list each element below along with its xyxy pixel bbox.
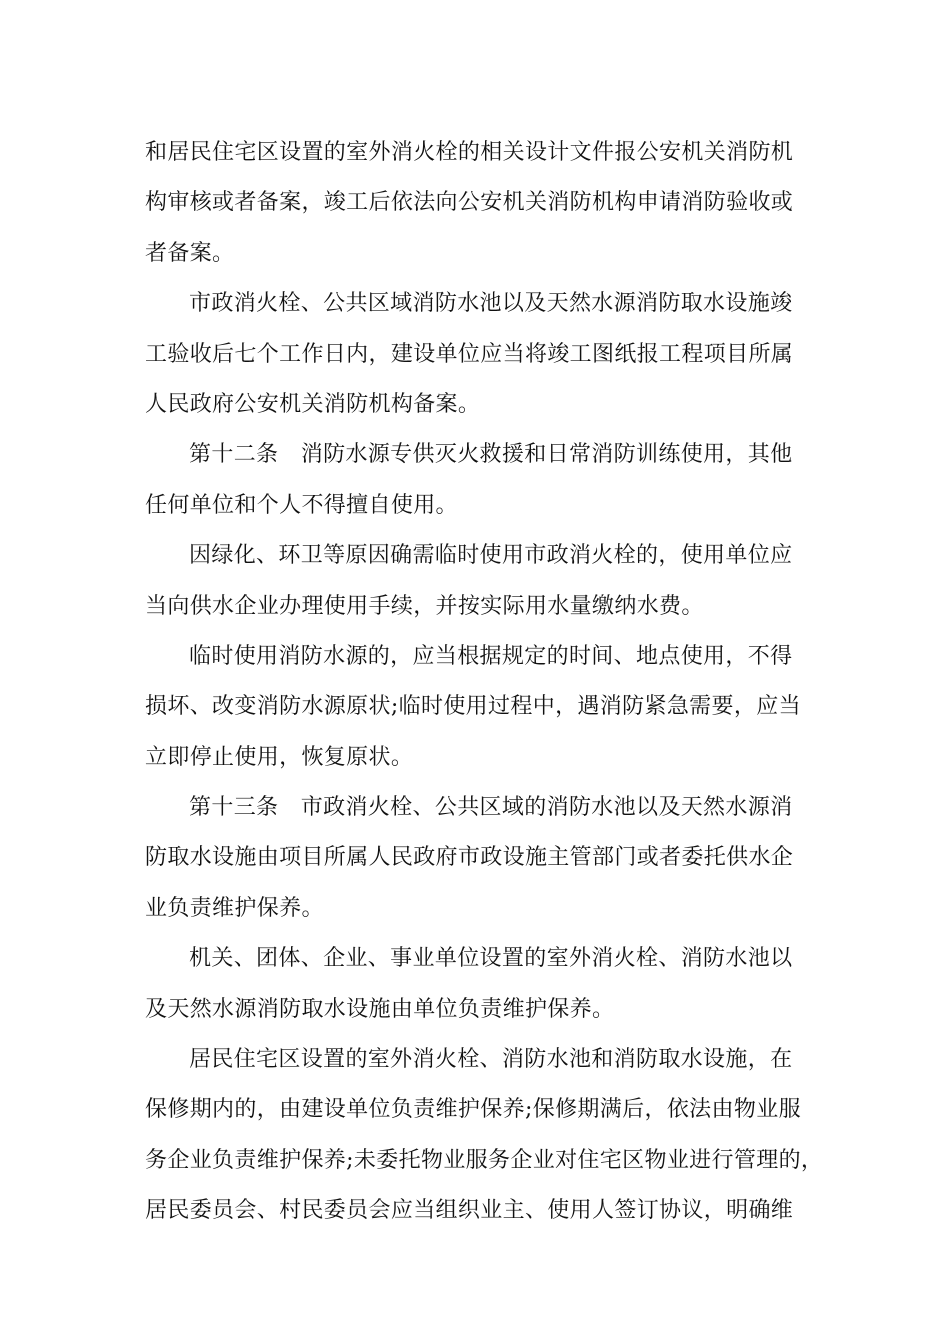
text-line: 当向供水企业办理使用手续，并按实际用水量缴纳水费。	[145, 593, 704, 619]
text-line: 立即停止使用，恢复原状。	[145, 744, 414, 770]
paragraph-first-line: 临时使用消防水源的，应当根据规定的时间、地点使用，不得	[189, 643, 793, 669]
text-line: 工验收后七个工作日内，建设单位应当将竣工图纸报工程项目所属	[145, 341, 794, 367]
article-12-heading-line: 第十二条 消防水源专供灭火救援和日常消防训练使用，其他	[189, 442, 793, 468]
text-line: 居民委员会、村民委员会应当组织业主、使用人签订协议，明确维	[145, 1198, 794, 1224]
text-line: 人民政府公安机关消防机构备案。	[145, 391, 481, 417]
text-line: 损坏、改变消防水源原状;临时使用过程中，遇消防紧急需要，应当	[145, 694, 801, 720]
text-line: 任何单位和个人不得擅自使用。	[145, 492, 458, 518]
paragraph-first-line: 市政消火栓、公共区域消防水池以及天然水源消防取水设施竣	[189, 291, 793, 317]
paragraph-first-line: 机关、团体、企业、事业单位设置的室外消火栓、消防水池以	[189, 946, 793, 972]
text-line: 防取水设施由项目所属人民政府市政设施主管部门或者委托供水企	[145, 845, 794, 871]
text-line: 和居民住宅区设置的室外消火栓的相关设计文件报公安机关消防机	[145, 140, 794, 165]
text-line: 者备案。	[145, 240, 235, 266]
text-line: 构审核或者备案，竣工后依法向公安机关消防机构申请消防验收或	[145, 190, 794, 216]
paragraph-first-line: 因绿化、环卫等原因确需临时使用市政消火栓的，使用单位应	[189, 543, 793, 569]
text-line: 保修期内的，由建设单位负责维护保养;保修期满后，依法由物业服	[145, 1097, 801, 1123]
article-13-heading-line: 第十三条 市政消火栓、公共区域的消防水池以及天然水源消	[189, 795, 793, 821]
document-body	[145, 128, 825, 1237]
text-line: 及天然水源消防取水设施由单位负责维护保养。	[145, 996, 615, 1022]
text-line: 业负责维护保养。	[145, 895, 324, 921]
paragraph-first-line: 居民住宅区设置的室外消火栓、消防水池和消防取水设施，在	[189, 1047, 793, 1073]
text-line: 务企业负责维护保养;未委托物业服务企业对住宅区物业进行管理的，	[145, 1147, 824, 1173]
